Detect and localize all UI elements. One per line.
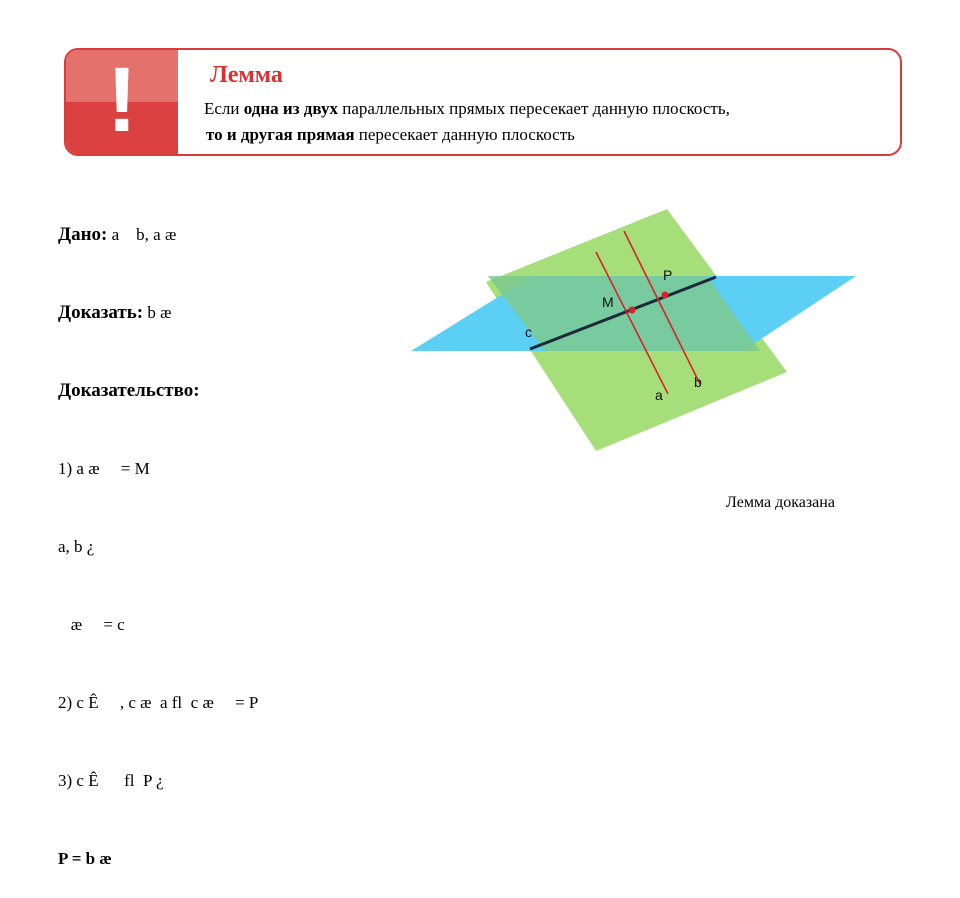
- label-M: M: [602, 294, 614, 310]
- proof-step: a, b ¿: [58, 537, 95, 556]
- label-a: a: [655, 387, 663, 403]
- given-text: a b, a æ: [107, 225, 177, 244]
- exclamation-icon: !: [106, 49, 138, 151]
- lemma-title: Лемма: [210, 62, 283, 88]
- lemma-line2-b: пересекает данную плоскость: [354, 125, 575, 144]
- label-c: c: [525, 324, 532, 340]
- label-b: b: [694, 374, 702, 390]
- lemma-line1-a: Если: [204, 99, 244, 118]
- given-label: Дано:: [58, 224, 108, 245]
- proof-step: 1) a æ = M: [58, 459, 150, 478]
- proof-step: 3) c Ê fl P ¿: [58, 771, 164, 790]
- proof-step-final: P = b æ: [58, 849, 112, 868]
- prove-label: Доказать:: [58, 302, 144, 323]
- lemma-line1-b: параллельных прямых пересекает данную плоскость,: [338, 99, 730, 118]
- point-M: [629, 307, 636, 314]
- label-P: P: [663, 267, 673, 283]
- prove-text: b æ: [143, 303, 172, 322]
- proof-step: 2) c Ê , c æ a fl c æ = P: [58, 693, 259, 712]
- proof-step: æ = c: [58, 615, 125, 634]
- point-P: [662, 292, 669, 299]
- lemma-line1-bold: одна из двух: [243, 99, 338, 118]
- lemma-line2-bold: то и другая прямая: [206, 125, 355, 144]
- proof-label: Доказательство:: [58, 380, 200, 401]
- conclusion-text: Лемма доказана: [726, 494, 835, 511]
